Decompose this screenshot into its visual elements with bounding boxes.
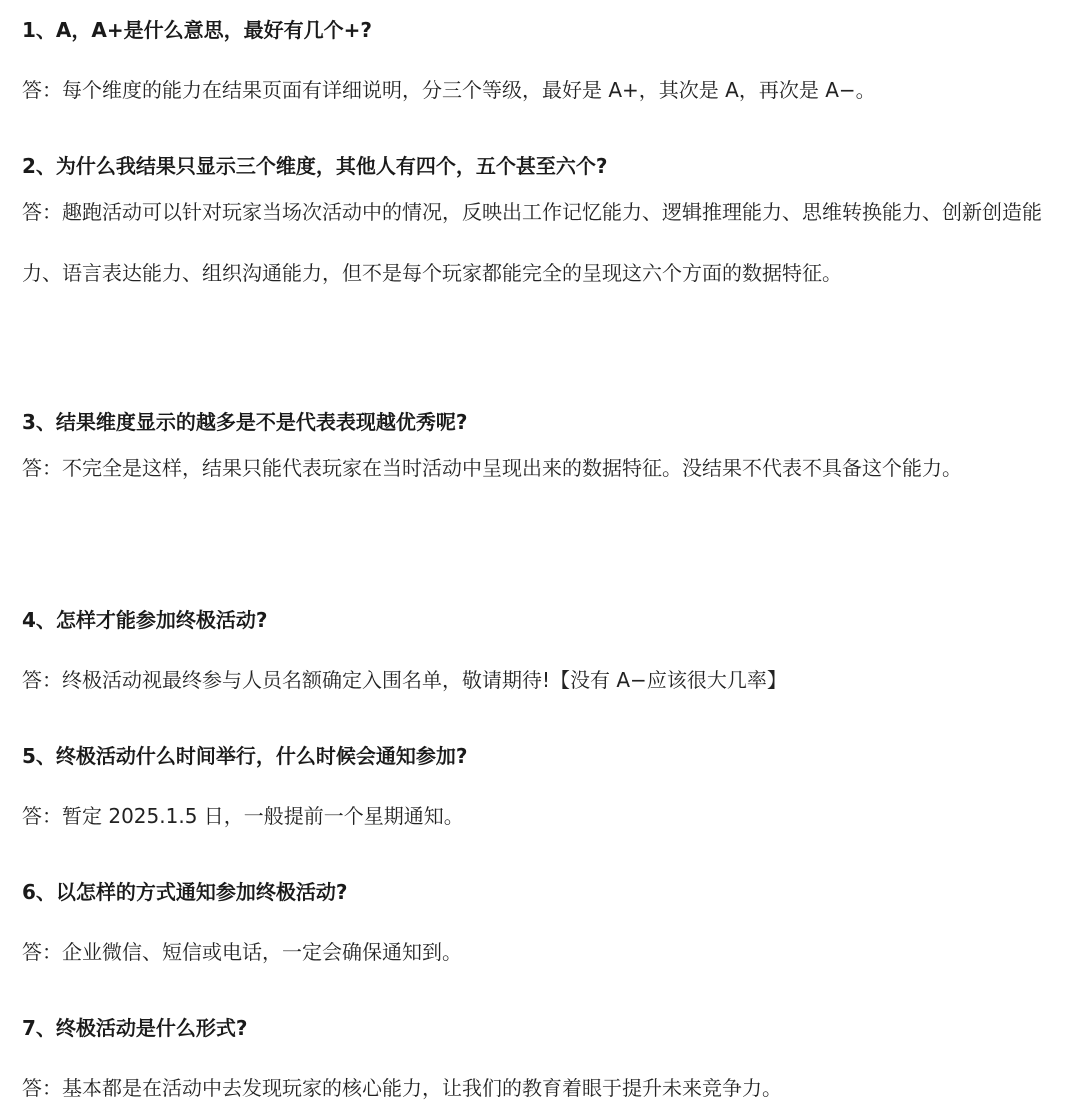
faq-answer: 答：趣跑活动可以针对玩家当场次活动中的情况，反映出工作记忆能力、逻辑推理能力、思维转换能力、创新创造能力、语言表达能力、组织沟通能力，但不是每个玩家都能完全的呈现这六个方面的数据特征。 (22, 200, 1042, 285)
faq-answer: 答：基本都是在活动中去发现玩家的核心能力，让我们的教育着眼于提升未来竞争力。 (22, 1076, 782, 1100)
faq-answer: 答：每个维度的能力在结果页面有详细说明，分三个等级，最好是 A+，其次是 A，再次是 A−。 (22, 78, 876, 102)
faq-item (22, 408, 1068, 499)
faq-item (22, 1014, 1068, 1102)
faq-item (22, 878, 1068, 966)
faq-question: 4、怎样才能参加终极活动? (22, 608, 268, 632)
faq-answer: 答：企业微信、短信或电话，一定会确保通知到。 (22, 940, 462, 964)
faq-answer: 答：终极活动视最终参与人员名额确定入围名单，敬请期待!【没有 A−应该很大几率】 (22, 668, 787, 692)
faq-answer: 答：暂定 2025.1.5 日，一般提前一个星期通知。 (22, 804, 464, 828)
faq-question: 7、终极活动是什么形式? (22, 1016, 248, 1040)
faq-question: 3、结果维度显示的越多是不是代表表现越优秀呢? (22, 410, 468, 434)
faq-question: 2、为什么我结果只显示三个维度，其他人有四个，五个甚至六个? (22, 154, 608, 178)
faq-answer: 答：不完全是这样，结果只能代表玩家在当时活动中呈现出来的数据特征。没结果不代表不具备这个能力。 (22, 456, 962, 480)
faq-question: 5、终极活动什么时间举行，什么时候会通知参加? (22, 744, 468, 768)
faq-item (22, 742, 1068, 830)
faq-item (22, 16, 1068, 104)
faq-question: 1、A，A+是什么意思，最好有几个+? (22, 18, 372, 42)
faq-item (22, 152, 1068, 304)
faq-item (22, 606, 1068, 694)
faq-question: 6、以怎样的方式通知参加终极活动? (22, 880, 348, 904)
